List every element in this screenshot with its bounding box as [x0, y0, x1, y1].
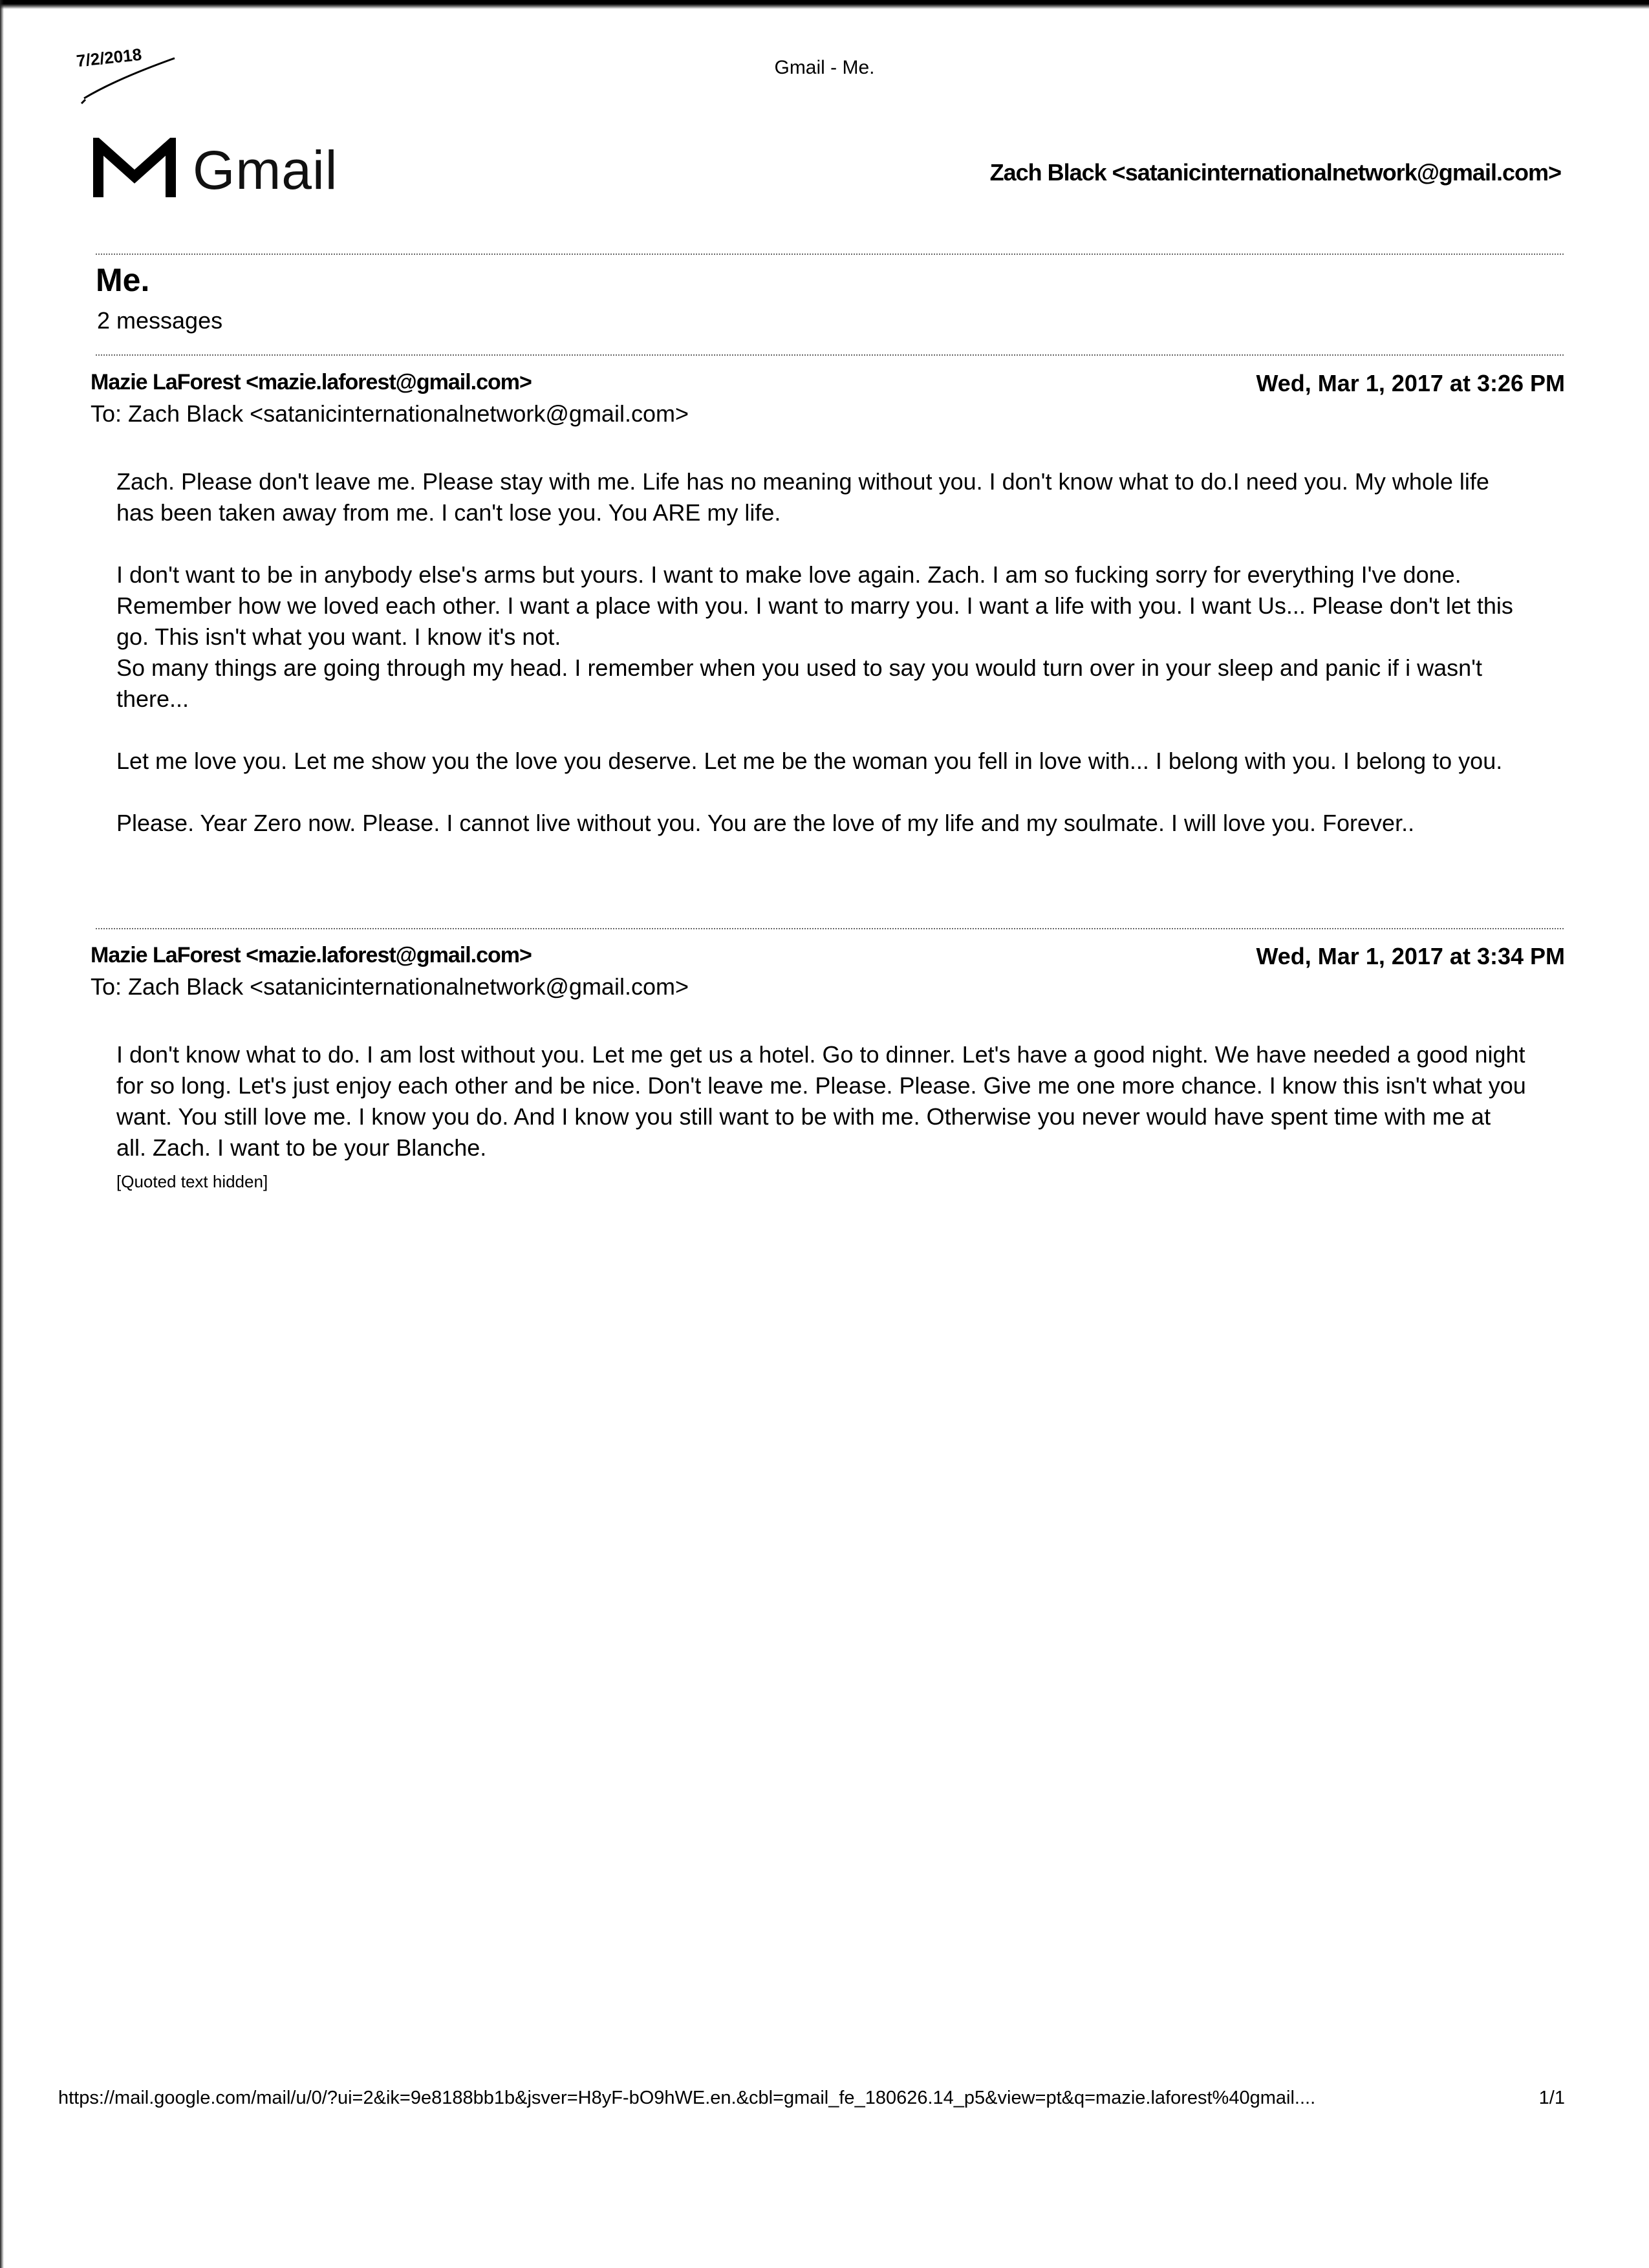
message-recipient: To: Zach Black <satanicinternationalnetwork@gmail.com>	[91, 973, 689, 1000]
divider	[96, 354, 1564, 356]
message-paragraph: I don't want to be in anybody else's arms but yours. I want to make love again. Zach. I am so fucking sorry for everything I've done. Remember how we loved each other. I want a place with you. I want to marry you. I want a life with you. I want Us... Please don't let this go. This isn't what you want. I know it's not. So many things are going through my head. I remember when you used to say you would turn over in your sleep and panic if i wasn't there...	[116, 561, 1513, 712]
divider	[96, 928, 1564, 929]
message-paragraph: Please. Year Zero now. Please. I cannot live without you. You are the love of my life and my soulmate. I will love you. Forever..	[116, 810, 1415, 836]
message-paragraph: I don't know what to do. I am lost without you. Let me get us a hotel. Go to dinner. Let's have a good night. We have needed a good night for so long. Let's just enjoy each other and be nice. Don't leave me. Please. Please. Give me one more chance. I know this isn't what you want. You still love me. I know you do. And I know you still want to be with me. Otherwise you never would have spent time with me at all. Zach. I want to be your Blanche.	[116, 1041, 1526, 1161]
scan-edge-left	[0, 0, 4, 2268]
divider	[96, 254, 1564, 255]
print-page-title: Gmail - Me.	[774, 57, 875, 78]
message-recipient: To: Zach Black <satanicinternationalnetwork@gmail.com>	[91, 400, 689, 427]
message-paragraph: Let me love you. Let me show you the love you deserve. Let me be the woman you fell in love with... I belong with you. I belong to you.	[116, 748, 1503, 774]
thread-subject: Me.	[96, 262, 150, 298]
message-date: Wed, Mar 1, 2017 at 3:26 PM	[1256, 370, 1565, 396]
gmail-logo	[93, 135, 338, 206]
message-date: Wed, Mar 1, 2017 at 3:34 PM	[1256, 943, 1565, 969]
gmail-m-icon	[93, 138, 176, 202]
message-paragraph: Zach. Please don't leave me. Please stay with me. Life has no meaning without you. I don't know what to do.I need you. My whole life has been taken away from me. I can't lose you. You ARE my life.	[116, 468, 1489, 526]
message-1	[91, 370, 1565, 870]
quoted-text-toggle[interactable]: [Quoted text hidden]	[116, 1172, 268, 1191]
gmail-wordmark: Gmail	[193, 139, 338, 200]
message-2	[91, 943, 1565, 1197]
scan-edge-top	[0, 0, 1649, 9]
thread-message-count: 2 messages	[97, 307, 223, 334]
print-page-number: 1/1	[1538, 2088, 1565, 2108]
message-body	[116, 1039, 1526, 1197]
message-sender: Mazie LaForest <mazie.laforest@gmail.com>	[91, 943, 532, 967]
print-date: 7/2/2018	[75, 44, 143, 71]
account-identity: Zach Black <satanicinternationalnetwork@gmail.com>	[989, 159, 1561, 186]
message-body	[116, 466, 1526, 839]
message-sender: Mazie LaForest <mazie.laforest@gmail.com>	[91, 370, 532, 394]
print-footer-url: https://mail.google.com/mail/u/0/?ui=2&ik=9e8188bb1b&jsver=H8yF-bO9hWE.en.&cbl=gmail_fe_180626.14_p5&view=pt&q=mazie.laforest%40gmail....	[58, 2088, 1316, 2108]
